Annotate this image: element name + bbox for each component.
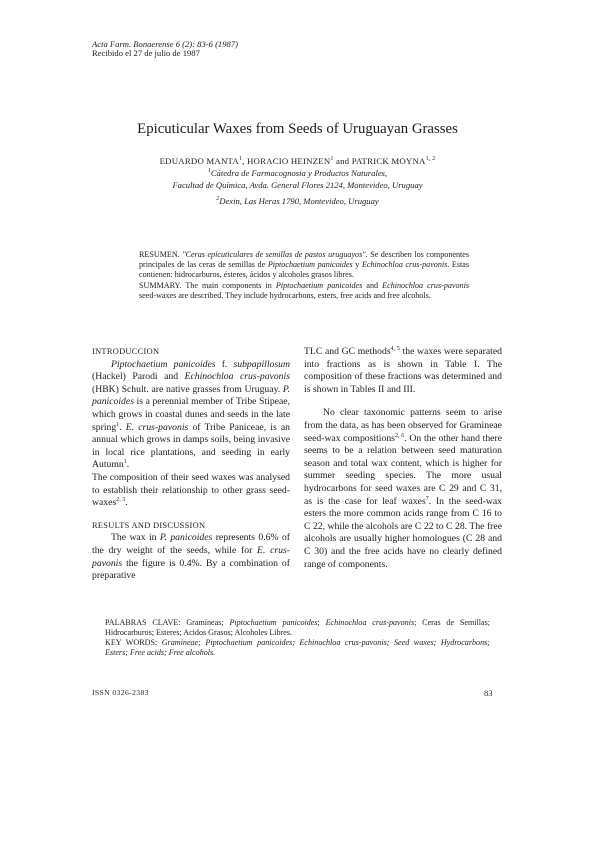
affiliation-1-address: Facultad de Química, Avda. General Flores 2124, Montevideo, Uruguay xyxy=(172,180,423,190)
species-name: P. panicoides xyxy=(159,532,213,544)
species-name: Piptochaetium panicoides xyxy=(275,280,363,290)
page-number: 83 xyxy=(484,688,493,698)
resumen-text: y xyxy=(352,260,362,270)
received-date: Recibido el 27 de julio de 1987 xyxy=(92,48,200,58)
section-heading-results: RESULTS AND DISCUSSION xyxy=(92,520,206,530)
results-paragraph-2 xyxy=(304,346,502,396)
body-text: TLC and GC methods xyxy=(304,346,391,357)
species-name: Piptochaetium panicoides xyxy=(111,358,216,370)
body-text: of Tribe Paniceae, is an annual which grows in damps soils, being invasive in local rice plantations, and seeding in early Autumn xyxy=(92,421,290,471)
keywords-text: Gramíneas; xyxy=(180,618,230,627)
keywords-text: Gramineae; Piptochaetium panicoides; Echinochloa crus-pavonis; Seed waxes; Hydrocarbons; Esters; Free acids; Free alcohols. xyxy=(105,638,490,657)
body-text: represents 0.6% of the dry weight of the seeds, while for xyxy=(92,532,290,556)
body-text: the waxes were separated into fractions as is shown in Table I. The composition of these fractions was determined and is shown in Tables II and III. xyxy=(304,346,502,395)
reference-marker: 1 xyxy=(123,459,127,466)
body-text: f. xyxy=(215,358,234,370)
body-text: The wax in xyxy=(111,532,160,544)
affiliation-1 xyxy=(0,168,595,179)
section-heading-introduction: INTRODUCCION xyxy=(92,347,160,356)
species-name: Piptochaetium panicoides xyxy=(229,618,318,627)
reference-marker: 7 xyxy=(425,495,429,502)
species-name: P. panicoides xyxy=(92,383,290,408)
body-text: the figure is 0.4%. By a combination of preparative xyxy=(92,557,290,582)
keywords xyxy=(105,618,490,658)
body-text: . On the other hand there seems to be a relation between seed maturation season and total wax content, which is higher for summer seeding species. The more usual hydrocarbons for seed waxes are C 29 and C 31, as is the case for leaf waxes xyxy=(304,432,503,507)
body-text: (HBK) Schult. are native grasses from Uruguay. xyxy=(92,383,283,395)
intro-paragraph-2 xyxy=(92,472,290,510)
affiliation-2 xyxy=(0,196,595,207)
issn: ISSN 0326-2383 xyxy=(92,688,149,697)
author-separator: , xyxy=(242,156,247,166)
summary-text: and xyxy=(362,280,383,290)
reference-marker: 2, 6 xyxy=(394,432,405,439)
species-name: subpapillosum xyxy=(233,358,290,370)
affiliation-2-line: Dexin, Las Heras 1790, Montevideo, Uruguay xyxy=(219,196,379,206)
reference-marker: 1 xyxy=(116,421,120,428)
abstract xyxy=(139,250,469,301)
body-text: . xyxy=(119,421,126,433)
species-name: Echinochloa crus-pavonis xyxy=(382,280,469,290)
right-column xyxy=(304,346,502,571)
body-text: The composition of their seed waxes was analysed to establish their relationship to other grass seed-waxes xyxy=(92,471,290,509)
species-name: E. crus-pavonis xyxy=(125,421,189,433)
reference-marker: 2, 3 xyxy=(116,497,126,504)
species-name: E. crus-pavonis xyxy=(92,544,291,569)
palabras-clave xyxy=(105,618,490,638)
summary-text: The main components in xyxy=(181,280,276,290)
resumen-title: "Ceras epicuticulares de semillas de pastos uruguayos". xyxy=(179,250,371,259)
summary-label: SUMMARY. xyxy=(139,280,182,290)
reference-marker: 4, 5 xyxy=(390,346,400,352)
author-3: PATRICK MOYNA xyxy=(351,156,426,166)
species-name: Piptochaetium panicoides xyxy=(267,260,353,270)
resumen-text: Se describen los componentes principales de las ceras de semillas de xyxy=(139,250,469,270)
summary-text: seed-waxes are described. They include hydrocarbons, esters, free acids and free alcohols. xyxy=(139,290,431,300)
resumen xyxy=(139,250,469,281)
author-1: EDUARDO MANTA xyxy=(159,156,239,166)
journal-citation: Acta Farm. Bonaerense 6 (2): 83-6 (1987) xyxy=(92,39,238,49)
left-column xyxy=(92,346,290,583)
paper-title: Epicuticular Waxes from Seeds of Uruguayan Grasses xyxy=(137,121,458,137)
author-list xyxy=(0,156,595,167)
key-words xyxy=(105,638,490,658)
results-paragraph-3 xyxy=(304,407,502,571)
keywords-label: KEY WORDS: xyxy=(105,638,158,647)
affiliation-1-marker: 1 xyxy=(207,168,211,174)
author-2-affil: 1 xyxy=(330,156,334,162)
species-name: Echinochloa crus-pavonis xyxy=(184,371,290,383)
resumen-label: RESUMEN. xyxy=(139,250,180,259)
affiliation-1-line: Cátedra de Farmacognosia y Productos Naturales, xyxy=(210,168,388,178)
author-3-affil: 1, 2 xyxy=(425,156,436,162)
results-paragraph-1 xyxy=(92,532,290,582)
species-name: Echinochloa crus-pavonis xyxy=(325,618,415,627)
author-1-affil: 1 xyxy=(238,156,243,162)
body-text: . In the seed-wax esters the more common acids range from C 16 to C 22, while the alcohols are C 22 to C 28. The free alcohols are usually higher homologues (C 28 and C 30) and the free acids have no clearly defined range of components. xyxy=(304,495,502,570)
species-name: Echinochloa crus-pavonis xyxy=(361,260,448,270)
body-text: (Hackel) Parodi and xyxy=(92,371,185,383)
author-2: HORACIO HEINZEN xyxy=(246,156,331,166)
body-text: is a perennial member of Tribe Stipeae, which grows in coastal dunes and seeds in the late spring xyxy=(92,396,290,433)
resumen-text: . Estas contienen: hidrocarburos, ésteres, ácidos y alcoholes grasos libres. xyxy=(139,260,469,280)
keywords-text: ; Ceras de Semillas; Hidrocarburos; Esteres; Acidos Grasos; Alcoholes Libres. xyxy=(105,618,490,637)
body-text: No clear taxonomic patterns seem to arise from the data, as has been observed for Gramineae seed-wax compositions xyxy=(304,407,502,444)
author-separator: and xyxy=(333,156,352,166)
affiliation-2-marker: 2 xyxy=(216,196,220,202)
intro-paragraph-1: Piptochaetium panicoides f. subpapillosum (Hackel) Parodi and Echinochloa crus-pavonis (HBK) Schult. are native grasses from Uruguay. P. panicoides is a perennial member of Tribe Stipeae, which grows in coastal dunes and seeds in the late spring$^1$. E. crus-pavonis of Tribe Paniceae, is an annual which grows in damps soils, being invasive in local rice plantations, and seeding in early Autumn$^1$. xyxy=(92,358,290,471)
keywords-label: PALABRAS CLAVE: xyxy=(105,618,181,627)
keywords-text: ; xyxy=(317,618,326,627)
body-text: . xyxy=(125,497,128,509)
summary xyxy=(139,281,469,301)
